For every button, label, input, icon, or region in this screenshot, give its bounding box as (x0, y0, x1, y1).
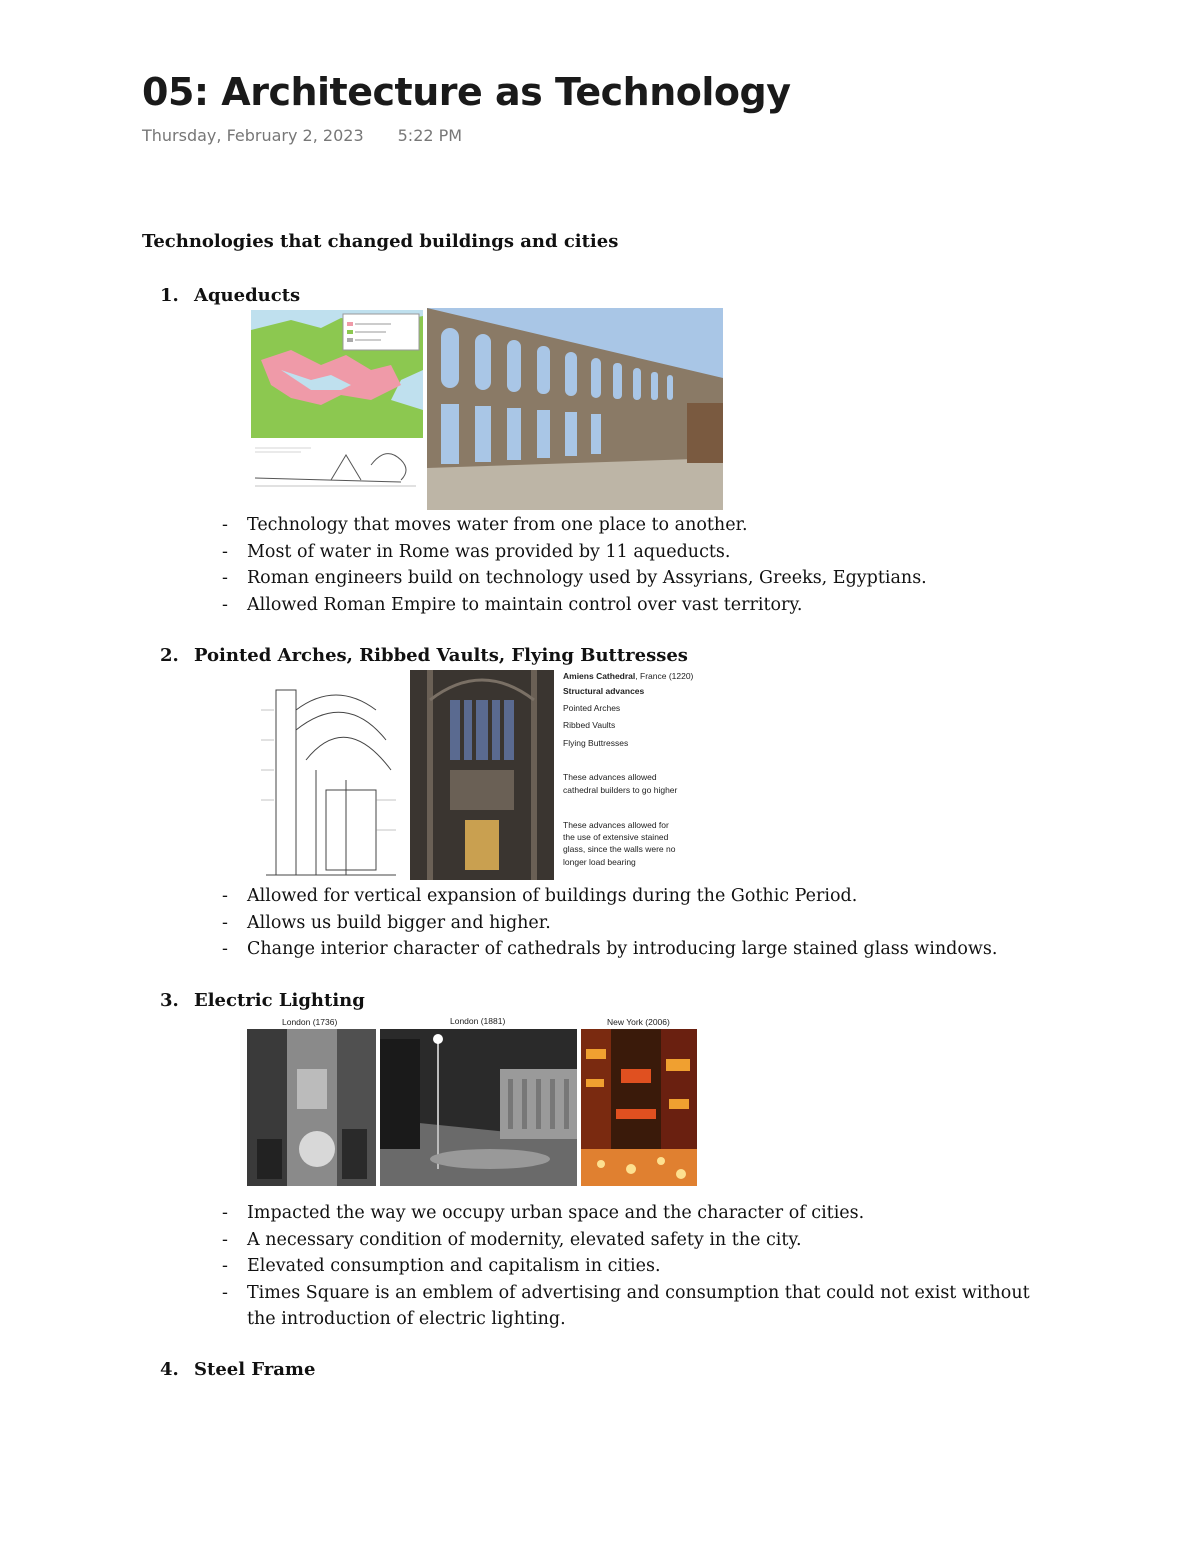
section-heading-electric-lighting: 3. Electric Lighting (160, 990, 365, 1011)
aqueduct-photo (427, 308, 723, 510)
section-heading-aqueducts: 1. Aqueducts (160, 285, 301, 306)
amiens-cathedral-interior-photo (410, 670, 554, 880)
page-date: Thursday, February 2, 2023 (142, 126, 364, 145)
aqueducts-bullet-list (222, 512, 927, 618)
roman-empire-map-image (251, 310, 423, 438)
list-item: - Allows us build bigger and higher. (222, 910, 997, 937)
page-timestamp (142, 126, 462, 145)
section-heading-gothic: 2. Pointed Arches, Ribbed Vaults, Flying Buttresses (160, 645, 688, 666)
list-item: - Elevated consumption and capitalism in cities. (222, 1253, 1047, 1280)
intro-heading: Technologies that changed buildings and cities (142, 231, 619, 252)
gothic-bullet-list (222, 883, 997, 963)
aqueduct-profile-diagram (251, 440, 423, 498)
electric-lighting-bullet-list (222, 1200, 1047, 1333)
list-item: - Impacted the way we occupy urban space and the character of cities. (222, 1200, 1047, 1227)
page-time: 5:22 PM (397, 126, 463, 145)
cathedral-caption-panel: Amiens Cathedral, France (1220) Structural advances Pointed Arches Ribbed Vaults Flying Buttresses These advances allowed cathedral builders to go higher These advances allowed for the use of extensive stained glass, since the walls were no longer load bearing (563, 671, 694, 867)
caption-london-1736: London (1736) (282, 1017, 338, 1027)
caption-new-york-2006: New York (2006) (607, 1017, 670, 1027)
list-item: - Roman engineers build on technology used by Assyrians, Greeks, Egyptians. (222, 565, 927, 592)
caption-london-1881: London (1881) (450, 1016, 506, 1026)
list-item: - Technology that moves water from one place to another. (222, 512, 927, 539)
list-item: - A necessary condition of modernity, elevated safety in the city. (222, 1227, 1047, 1254)
page-title: 05: Architecture as Technology (142, 70, 791, 114)
london-1881-photo (380, 1029, 577, 1186)
list-item: - Change interior character of cathedrals by introducing large stained glass windows. (222, 936, 997, 963)
gothic-section-drawing (256, 670, 404, 880)
list-item: - Most of water in Rome was provided by 11 aqueducts. (222, 539, 927, 566)
london-1736-engraving (247, 1029, 376, 1186)
section-heading-steel-frame: 4. Steel Frame (160, 1359, 316, 1380)
list-item: - Allowed for vertical expansion of buildings during the Gothic Period. (222, 883, 997, 910)
list-item: - Allowed Roman Empire to maintain control over vast territory. (222, 592, 927, 619)
new-york-2006-photo (581, 1029, 697, 1186)
list-item: - Times Square is an emblem of advertising and consumption that could not exist without the introduction of electric lighting. (222, 1280, 1047, 1333)
